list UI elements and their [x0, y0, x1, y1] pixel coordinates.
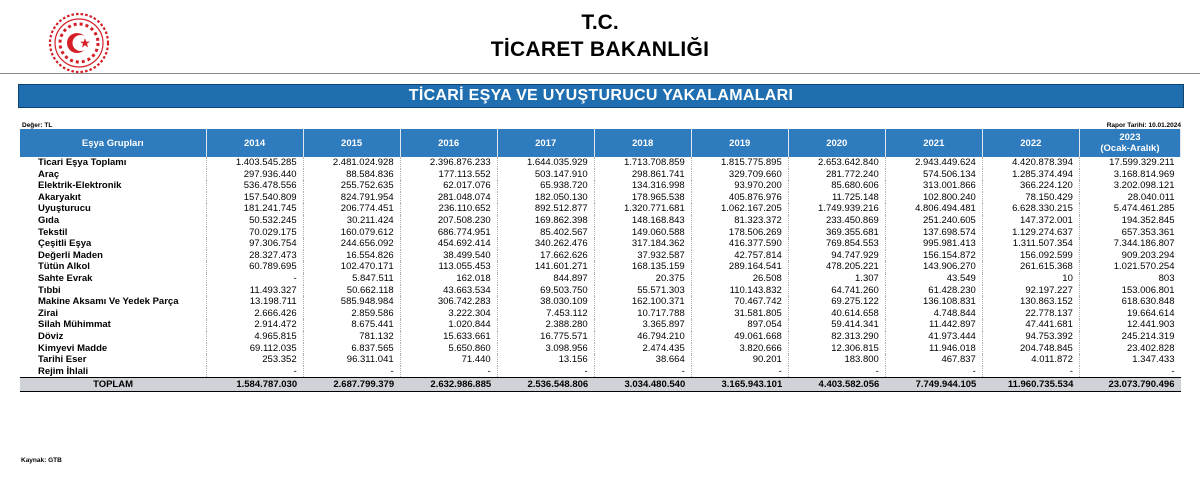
- row-value-cell: 11.946.018: [885, 343, 982, 355]
- row-value-cell: 26.508: [691, 273, 788, 285]
- row-value-cell: 892.512.877: [497, 203, 594, 215]
- row-group-name: Sahte Evrak: [20, 273, 206, 285]
- row-value-cell: 3.222.304: [400, 308, 497, 320]
- table-row: [20, 285, 1181, 297]
- row-value-cell: 281.048.074: [400, 192, 497, 204]
- table-row: [20, 273, 1181, 285]
- row-value-cell: 182.050.130: [497, 192, 594, 204]
- table-row: [20, 366, 1181, 378]
- row-value-cell: 1.644.035.929: [497, 157, 594, 169]
- seizures-table: [20, 129, 1181, 392]
- row-value-cell: 70.467.742: [691, 296, 788, 308]
- row-value-cell: 43.549: [885, 273, 982, 285]
- row-value-cell: 317.184.362: [594, 238, 691, 250]
- row-value-cell: 11.725.148: [788, 192, 885, 204]
- row-group-name: Tekstil: [20, 227, 206, 239]
- row-value-cell: 130.863.152: [982, 296, 1079, 308]
- row-group-name: Döviz: [20, 331, 206, 343]
- row-value-cell: -: [497, 366, 594, 378]
- row-value-cell: 3.365.897: [594, 319, 691, 331]
- row-value-cell: 93.970.200: [691, 180, 788, 192]
- row-value-cell: -: [400, 366, 497, 378]
- header-ministry-name: TİCARET BAKANLIĞI: [490, 38, 710, 61]
- row-value-cell: 31.581.805: [691, 308, 788, 320]
- row-value-cell: 178.965.538: [594, 192, 691, 204]
- table-row: [20, 354, 1181, 366]
- row-value-cell: 41.973.444: [885, 331, 982, 343]
- table-row: [20, 250, 1181, 262]
- row-group-name: Zirai: [20, 308, 206, 320]
- row-value-cell: 156.154.872: [885, 250, 982, 262]
- total-value-cell: 4.403.582.056: [788, 378, 885, 392]
- row-value-cell: 1.021.570.254: [1113, 261, 1175, 273]
- row-value-cell: 313.001.866: [885, 180, 982, 192]
- row-value-cell: 50.532.245: [206, 215, 303, 227]
- row-value-cell: 1.285.374.494: [982, 169, 1079, 181]
- row-value-cell: 618.630.848: [1121, 296, 1175, 308]
- col-header-year: 2018: [594, 129, 691, 157]
- row-value-cell: 4.748.844: [885, 308, 982, 320]
- table-row: [20, 215, 1181, 227]
- row-value-cell: 47.441.681: [982, 319, 1079, 331]
- table-row: [20, 157, 1181, 169]
- row-value-cell: 88.584.836: [303, 169, 400, 181]
- row-value-cell: 233.450.869: [788, 215, 885, 227]
- row-value-cell: 64.741.260: [788, 285, 885, 297]
- row-value-cell: 38.664: [594, 354, 691, 366]
- row-value-cell: 137.698.574: [885, 227, 982, 239]
- row-value-cell: 42.757.814: [691, 250, 788, 262]
- row-value-cell: 60.789.695: [206, 261, 303, 273]
- row-value-cell: 10: [982, 273, 1079, 285]
- row-value-cell: 5.474.461.285: [1113, 203, 1175, 215]
- row-group-name: Değerli Maden: [20, 250, 206, 262]
- row-value-cell: 37.932.587: [594, 250, 691, 262]
- row-value-cell: 85.680.606: [788, 180, 885, 192]
- col-header-group: Eşya Grupları: [20, 129, 206, 157]
- total-value-cell: 3.034.480.540: [594, 378, 691, 392]
- row-value-cell: 147.372.001: [982, 215, 1079, 227]
- row-value-cell: 71.440: [400, 354, 497, 366]
- row-group-name: Akaryakıt: [20, 192, 206, 204]
- row-value-cell: 143.906.270: [885, 261, 982, 273]
- row-value-cell: 136.108.831: [885, 296, 982, 308]
- row-value-cell: -: [982, 366, 1079, 378]
- row-value-cell: 28.040.011: [1127, 191, 1175, 203]
- col-header-year: 2019: [691, 129, 788, 157]
- row-value-cell: 824.791.954: [303, 192, 400, 204]
- row-value-cell: 306.742.283: [400, 296, 497, 308]
- row-value-cell: 19.664.614: [1126, 307, 1175, 319]
- row-value-cell: 769.854.553: [788, 238, 885, 250]
- row-value-cell: 110.143.832: [691, 285, 788, 297]
- row-value-cell: 909.203.294: [1121, 249, 1175, 261]
- table-row: [20, 319, 1181, 331]
- table-header-row: [20, 129, 1181, 157]
- row-value-cell: 7.453.112: [497, 308, 594, 320]
- row-value-cell: 11.493.327: [206, 285, 303, 297]
- row-value-cell: 4.965.815: [206, 331, 303, 343]
- row-value-cell: 467.837: [885, 354, 982, 366]
- row-value-cell: 8.675.441: [303, 319, 400, 331]
- row-value-cell: 897.054: [691, 319, 788, 331]
- row-value-cell: 12.441.903: [1126, 319, 1175, 331]
- row-value-cell: 22.778.137: [982, 308, 1079, 320]
- row-value-cell: -: [303, 366, 400, 378]
- table-row: [20, 227, 1181, 239]
- row-group-name: Gıda: [20, 215, 206, 227]
- row-value-cell: 16.554.826: [303, 250, 400, 262]
- row-value-cell: 69.112.035: [206, 343, 303, 355]
- row-value-cell: 153.006.801: [1121, 284, 1175, 296]
- row-value-cell: 1.020.844: [400, 319, 497, 331]
- row-value-cell: 13.198.711: [206, 296, 303, 308]
- row-value-cell: 236.110.652: [400, 203, 497, 215]
- row-value-cell: 4.011.872: [982, 354, 1079, 366]
- row-value-cell: 995.981.413: [885, 238, 982, 250]
- row-value-cell: 686.774.951: [400, 227, 497, 239]
- row-value-cell: 141.601.271: [497, 261, 594, 273]
- row-value-cell: 574.506.134: [885, 169, 982, 181]
- row-value-cell: 59.414.341: [788, 319, 885, 331]
- row-value-cell: 657.353.361: [1121, 226, 1175, 238]
- row-value-cell: 7.344.186.807: [1113, 238, 1175, 250]
- row-value-cell: 85.402.567: [497, 227, 594, 239]
- table-row: [20, 169, 1181, 181]
- table-row: [20, 343, 1181, 355]
- total-value-cell: 3.165.943.101: [691, 378, 788, 392]
- col-header-year-value: 2023: [1119, 132, 1141, 143]
- total-value-cell: 2.687.799.379: [303, 378, 400, 392]
- col-header-year: 2020: [788, 129, 885, 157]
- row-value-cell: 207.508.230: [400, 215, 497, 227]
- row-value-cell: 90.201: [691, 354, 788, 366]
- row-value-cell: 478.205.221: [788, 261, 885, 273]
- source-note: Kaynak: GTB: [21, 457, 62, 464]
- row-value-cell: 297.936.440: [206, 169, 303, 181]
- row-value-cell: 16.775.571: [497, 331, 594, 343]
- row-value-cell: 1.320.771.681: [594, 203, 691, 215]
- row-value-cell: 781.132: [303, 331, 400, 343]
- row-value-cell: 61.428.230: [885, 285, 982, 297]
- row-value-cell: 585.948.984: [303, 296, 400, 308]
- row-value-cell: 255.752.635: [303, 180, 400, 192]
- col-header-year: 2017: [497, 129, 594, 157]
- row-value-cell: 178.506.269: [691, 227, 788, 239]
- row-value-cell: 38.030.109: [497, 296, 594, 308]
- row-value-cell: 177.113.552: [400, 169, 497, 181]
- total-value-cell: 1.584.787.030: [206, 378, 303, 392]
- row-value-cell: 62.017.076: [400, 180, 497, 192]
- row-value-cell: 844.897: [497, 273, 594, 285]
- row-value-cell: 6.628.330.215: [982, 203, 1079, 215]
- row-value-cell: 1.347.433: [1132, 354, 1175, 366]
- row-value-cell: 94.747.929: [788, 250, 885, 262]
- row-value-cell: 5.650.860: [400, 343, 497, 355]
- row-value-cell: 204.748.845: [982, 343, 1079, 355]
- row-value-cell: 30.211.424: [303, 215, 400, 227]
- row-value-cell: 3.202.098.121: [1113, 180, 1175, 192]
- row-value-cell: -: [206, 366, 303, 378]
- row-value-cell: 194.352.845: [1121, 214, 1175, 226]
- row-value-cell: 2.388.280: [497, 319, 594, 331]
- row-value-cell: 2.396.876.233: [400, 157, 497, 169]
- row-value-cell: 1.815.775.895: [691, 157, 788, 169]
- row-group-name: Tütün Alkol: [20, 261, 206, 273]
- row-group-name: Silah Mühimmat: [20, 319, 206, 331]
- total-value-cell: 2.536.548.806: [497, 378, 594, 392]
- table-row: [20, 261, 1181, 273]
- row-value-cell: 102.800.240: [885, 192, 982, 204]
- row-group-name: Çeşitli Eşya: [20, 238, 206, 250]
- report-date: Rapor Tarihi: 10.01.2024: [1106, 122, 1181, 129]
- row-value-cell: 55.571.303: [594, 285, 691, 297]
- row-value-cell: 803: [1158, 272, 1175, 284]
- row-value-cell: 3.820.666: [691, 343, 788, 355]
- total-row: [20, 378, 1181, 392]
- row-value-cell: -: [788, 366, 885, 378]
- row-value-cell: 17.662.626: [497, 250, 594, 262]
- table-row: [20, 331, 1181, 343]
- row-value-cell: 2.653.642.840: [788, 157, 885, 169]
- table-row: [20, 192, 1181, 204]
- row-value-cell: 149.060.588: [594, 227, 691, 239]
- row-value-cell: 81.323.372: [691, 215, 788, 227]
- row-group-name: Uyuşturucu: [20, 203, 206, 215]
- row-value-cell: 13.156: [497, 354, 594, 366]
- row-value-cell: 50.662.118: [303, 285, 400, 297]
- row-value-cell: 4.420.878.394: [982, 157, 1079, 169]
- row-value-cell: 134.316.998: [594, 180, 691, 192]
- col-header-year: 2014: [206, 129, 303, 157]
- row-value-cell: 1.749.939.216: [788, 203, 885, 215]
- row-value-cell: 5.847.511: [303, 273, 400, 285]
- header-divider: [0, 73, 1200, 74]
- row-group-name: Tıbbi: [20, 285, 206, 297]
- row-value-cell: 40.614.658: [788, 308, 885, 320]
- row-value-cell: 28.327.473: [206, 250, 303, 262]
- row-group-name: Araç: [20, 169, 206, 181]
- row-value-cell: 23.402.828: [1126, 342, 1175, 354]
- row-value-cell: 169.862.398: [497, 215, 594, 227]
- unit-label: Değer: TL: [22, 122, 53, 129]
- row-value-cell: 97.306.754: [206, 238, 303, 250]
- row-value-cell: 1.129.274.637: [982, 227, 1079, 239]
- row-value-cell: 3.168.814.969: [1113, 168, 1175, 180]
- col-header-year: 2016: [400, 129, 497, 157]
- row-value-cell: 2.666.426: [206, 308, 303, 320]
- row-value-cell: -: [206, 273, 303, 285]
- table-row: [20, 238, 1181, 250]
- col-header-year: 2022: [982, 129, 1079, 157]
- report-title-banner: TİCARİ EŞYA VE UYUŞTURUCU YAKALAMALARI: [18, 84, 1184, 108]
- row-value-cell: 17.599.329.211: [1109, 157, 1175, 168]
- row-value-cell: 82.313.290: [788, 331, 885, 343]
- row-value-cell: 340.262.476: [497, 238, 594, 250]
- col-header-year: 2015: [303, 129, 400, 157]
- row-value-cell: 253.352: [206, 354, 303, 366]
- row-value-cell: 281.772.240: [788, 169, 885, 181]
- total-value-cell: 7.749.944.105: [885, 378, 982, 392]
- row-value-cell: -: [1171, 365, 1175, 377]
- row-value-cell: 102.470.171: [303, 261, 400, 273]
- row-value-cell: 1.311.507.354: [982, 238, 1079, 250]
- row-value-cell: 70.029.175: [206, 227, 303, 239]
- col-header-year-note: (Ocak-Aralık): [1100, 143, 1160, 154]
- row-value-cell: 65.938.720: [497, 180, 594, 192]
- row-value-cell: 261.615.368: [982, 261, 1079, 273]
- row-value-cell: 2.481.024.928: [303, 157, 400, 169]
- row-value-cell: 289.164.541: [691, 261, 788, 273]
- row-value-cell: 43.663.534: [400, 285, 497, 297]
- row-value-cell: 1.713.708.859: [594, 157, 691, 169]
- table-row: [20, 308, 1181, 320]
- row-value-cell: 162.100.371: [594, 296, 691, 308]
- row-value-cell: 3.098.956: [497, 343, 594, 355]
- row-value-cell: 157.540.809: [206, 192, 303, 204]
- row-group-name: Rejim İhlali: [20, 366, 206, 378]
- row-value-cell: 46.794.210: [594, 331, 691, 343]
- row-group-name: Ticari Eşya Toplamı: [20, 157, 206, 169]
- row-value-cell: 206.774.451: [303, 203, 400, 215]
- row-group-name: Tarihi Eser: [20, 354, 206, 366]
- total-label: TOPLAM: [20, 378, 206, 392]
- col-header-year-2023: [1079, 129, 1180, 157]
- row-value-cell: 251.240.605: [885, 215, 982, 227]
- row-value-cell: 1.403.545.285: [206, 157, 303, 169]
- row-value-cell: -: [885, 366, 982, 378]
- row-value-cell: 96.311.041: [303, 354, 400, 366]
- row-value-cell: 2.859.586: [303, 308, 400, 320]
- row-value-cell: 20.375: [594, 273, 691, 285]
- row-group-name: Kimyevi Madde: [20, 343, 206, 355]
- row-value-cell: 12.306.815: [788, 343, 885, 355]
- row-value-cell: 181.241.745: [206, 203, 303, 215]
- row-value-cell: 366.224.120: [982, 180, 1079, 192]
- row-value-cell: 244.656.092: [303, 238, 400, 250]
- row-value-cell: 15.633.661: [400, 331, 497, 343]
- row-value-cell: 183.800: [788, 354, 885, 366]
- row-value-cell: 148.168.843: [594, 215, 691, 227]
- row-value-cell: 2.943.449.624: [885, 157, 982, 169]
- row-value-cell: 454.692.414: [400, 238, 497, 250]
- row-value-cell: 160.079.612: [303, 227, 400, 239]
- row-value-cell: 298.861.741: [594, 169, 691, 181]
- header-line1: T.C.: [581, 11, 619, 34]
- row-group-name: Elektrik-Elektronik: [20, 180, 206, 192]
- row-value-cell: 1.307: [788, 273, 885, 285]
- col-header-year: 2021: [885, 129, 982, 157]
- row-group-name: Makine Aksamı Ve Yedek Parça: [20, 296, 206, 308]
- row-value-cell: 2.914.472: [206, 319, 303, 331]
- row-value-cell: 69.503.750: [497, 285, 594, 297]
- row-value-cell: 4.806.494.481: [885, 203, 982, 215]
- total-value-cell: 2.632.986.885: [400, 378, 497, 392]
- row-value-cell: 69.275.122: [788, 296, 885, 308]
- row-value-cell: 168.135.159: [594, 261, 691, 273]
- row-value-cell: 2.474.435: [594, 343, 691, 355]
- row-value-cell: 536.478.556: [206, 180, 303, 192]
- row-value-cell: 405.876.976: [691, 192, 788, 204]
- row-value-cell: 92.197.227: [982, 285, 1079, 297]
- row-value-cell: 6.837.565: [303, 343, 400, 355]
- table-row: [20, 180, 1181, 192]
- table-row: [20, 296, 1181, 308]
- row-value-cell: 94.753.392: [982, 331, 1079, 343]
- row-value-cell: 503.147.910: [497, 169, 594, 181]
- row-value-cell: 11.442.897: [885, 319, 982, 331]
- row-value-cell: 416.377.590: [691, 238, 788, 250]
- total-value-cell: 23.073.790.496: [1079, 378, 1180, 392]
- row-value-cell: 162.018: [400, 273, 497, 285]
- row-value-cell: 245.214.319: [1121, 330, 1175, 342]
- row-value-cell: 78.150.429: [982, 192, 1079, 204]
- row-value-cell: -: [691, 366, 788, 378]
- row-value-cell: 10.717.788: [594, 308, 691, 320]
- table-row: [20, 203, 1181, 215]
- total-value-cell: 11.960.735.534: [982, 378, 1079, 392]
- row-value-cell: 49.061.668: [691, 331, 788, 343]
- row-value-cell: 113.055.453: [400, 261, 497, 273]
- row-value-cell: 329.709.660: [691, 169, 788, 181]
- row-value-cell: 38.499.540: [400, 250, 497, 262]
- row-value-cell: 156.092.599: [982, 250, 1079, 262]
- row-value-cell: 369.355.681: [788, 227, 885, 239]
- row-value-cell: 1.062.167.205: [691, 203, 788, 215]
- row-value-cell: -: [594, 366, 691, 378]
